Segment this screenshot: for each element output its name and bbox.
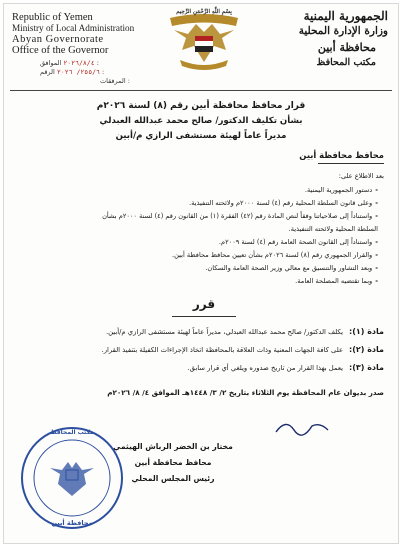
stamp-label: محافظة أبين bbox=[51, 519, 93, 527]
meta-number-value: ٢٥٥/٦/ ٢٠٢٦ bbox=[56, 68, 100, 76]
meta-number bbox=[12, 68, 104, 77]
meta-number-label: الرقم : bbox=[40, 68, 105, 76]
article-2-text: على كافة الجهات المعنية وذات العلاقة بالمحافظة اتخاذ الإجراءات الكفيلة بتنفيذ القرار. bbox=[101, 346, 344, 354]
header-ar-line3: محافظة أبين bbox=[317, 41, 376, 54]
basmala-banner: بِسْمِ اللَّهِ الرَّحْمَنِ الرَّحِيم bbox=[176, 9, 232, 15]
signatory-name: مختار بن الخضر الرباش الهيثمي bbox=[113, 442, 233, 451]
decides-heading: قرر bbox=[192, 297, 216, 311]
bullet-7-text: وبما تقتضيه المصلحة العامة. bbox=[295, 277, 373, 285]
header-en-line2: Ministry of Local Administration bbox=[12, 23, 135, 33]
bullet-6: -وبعد التشاور والتنسيق مع معالي وزير الصحة العامة والسكان. bbox=[205, 264, 378, 272]
bullet-7: -وبما تقتضيه المصلحة العامة. bbox=[295, 277, 378, 285]
article-1-text: يكلف الدكتور/ صالح محمد عبدالله العبدلي، مديراً عاماً لهيئة مستشفى الرازي م/أبين. bbox=[105, 328, 344, 336]
bullet-6-text: وبعد التشاور والتنسيق مع معالي وزير الصحة العامة والسكان. bbox=[205, 264, 373, 272]
bullet-5: -والقرار الجمهوري رقم (٨) لسنة ٢٠٢٦م بشأن تعيين محافظ محافظة أبين. bbox=[172, 251, 378, 259]
bullet-5-text: والقرار الجمهوري رقم (٨) لسنة ٢٠٢٦م بشأن تعيين محافظ محافظة أبين. bbox=[172, 251, 373, 259]
meta-date-label: الموافق : bbox=[40, 59, 99, 67]
article-3-label: مادة (٣): bbox=[349, 363, 384, 372]
decree-issuer: محافظ محافظة أبين bbox=[299, 150, 384, 160]
bullet-3-continued bbox=[38, 223, 378, 236]
bullet-3-text: واستناداً إلى صلاحياتنا وفقاً لنص المادة رقم (٤٢) الفقرة (١) من القانون رقم (٤) لسنة ٢٠٠٠م بشأن bbox=[102, 212, 373, 220]
decree-role: مديراً عاماً لهيئة مستشفى الرازي م/أبين bbox=[115, 131, 287, 141]
bullet-1: -دستور الجمهورية اليمنية. bbox=[304, 186, 378, 194]
issued-line: صدر بديوان عام المحافظة يوم الثلاثاء بتاريخ ٢/ ٣/ ١٤٤٨هـ الموافق ٤/ ٨/ ٢٠٢٦م bbox=[107, 388, 384, 397]
article-1-label: مادة (١): bbox=[349, 327, 384, 336]
bullet-3b-text: السلطة المحلية ولائحته التنفيذية. bbox=[288, 225, 378, 233]
decides-underline bbox=[172, 316, 236, 317]
header-ar-line2: وزارة الإدارة المحلية bbox=[298, 25, 388, 37]
decree-subject: بشأن تكليف الدكتور/ صالح محمد عبدالله العبدلي bbox=[99, 116, 303, 126]
stamp-top-label: مكتب المحافظ bbox=[50, 429, 94, 436]
signatory-title-2: رئيس المجلس المحلي bbox=[131, 474, 215, 483]
issuer-underline bbox=[318, 163, 384, 164]
bullet-4-text: واستناداً إلى القانون الصحة العامة رقم (٤) لسنة ٢٠٠٩م. bbox=[218, 238, 373, 246]
header-ar-line4: مكتب المحافظ bbox=[316, 57, 376, 68]
meta-date-value: ٢٠٢٦/٨/٤ bbox=[63, 59, 95, 67]
bullet-2: -وعلى قانون السلطة المحلية رقم (٤) لسنة ٢٠٠٠م ولائحته التنفيذية. bbox=[189, 199, 378, 207]
bullet-2-text: وعلى قانون السلطة المحلية رقم (٤) لسنة ٢٠٠٠م ولائحته التنفيذية. bbox=[189, 199, 373, 207]
bullet-1-text: دستور الجمهورية اليمنية. bbox=[304, 186, 373, 194]
header-en-line1: Republic of Yemen bbox=[12, 12, 93, 23]
article-2 bbox=[14, 344, 384, 356]
meta-date bbox=[12, 59, 99, 68]
meta-attachments bbox=[12, 77, 130, 86]
header-ar-line1: الجمهورية اليمنية bbox=[303, 9, 388, 23]
header-en-line3: Abyan Governorate bbox=[12, 34, 104, 45]
header-divider bbox=[10, 90, 392, 91]
article-2-label: مادة (٢): bbox=[349, 345, 384, 354]
preamble: بعد الاطلاع على: bbox=[338, 172, 384, 180]
article-3 bbox=[14, 362, 384, 374]
signatory-title-1: محافظ محافظة أبين bbox=[134, 458, 212, 467]
decree-title: قرار محافظ محافظة أبين رقم (٨) لسنة ٢٠٢٦م bbox=[96, 101, 306, 111]
decree-page bbox=[3, 3, 399, 544]
bullet-3: -واستناداً إلى صلاحياتنا وفقاً لنص المادة رقم (٤٢) الفقرة (١) من القانون رقم (٤) لسنة ٢٠٠٠م بشأن bbox=[102, 212, 378, 220]
article-1 bbox=[14, 326, 384, 338]
header-en-line4: Office of the Governor bbox=[12, 45, 109, 56]
signature-mark-icon bbox=[272, 416, 332, 440]
meta-attachments-label: المرفقات : bbox=[100, 77, 130, 85]
article-3-text: يعمل بهذا القرار من تاريخ صدوره ويلغي أي قرار سابق. bbox=[187, 364, 344, 372]
bullet-4: -واستناداً إلى القانون الصحة العامة رقم (٤) لسنة ٢٠٠٩م. bbox=[218, 238, 378, 246]
